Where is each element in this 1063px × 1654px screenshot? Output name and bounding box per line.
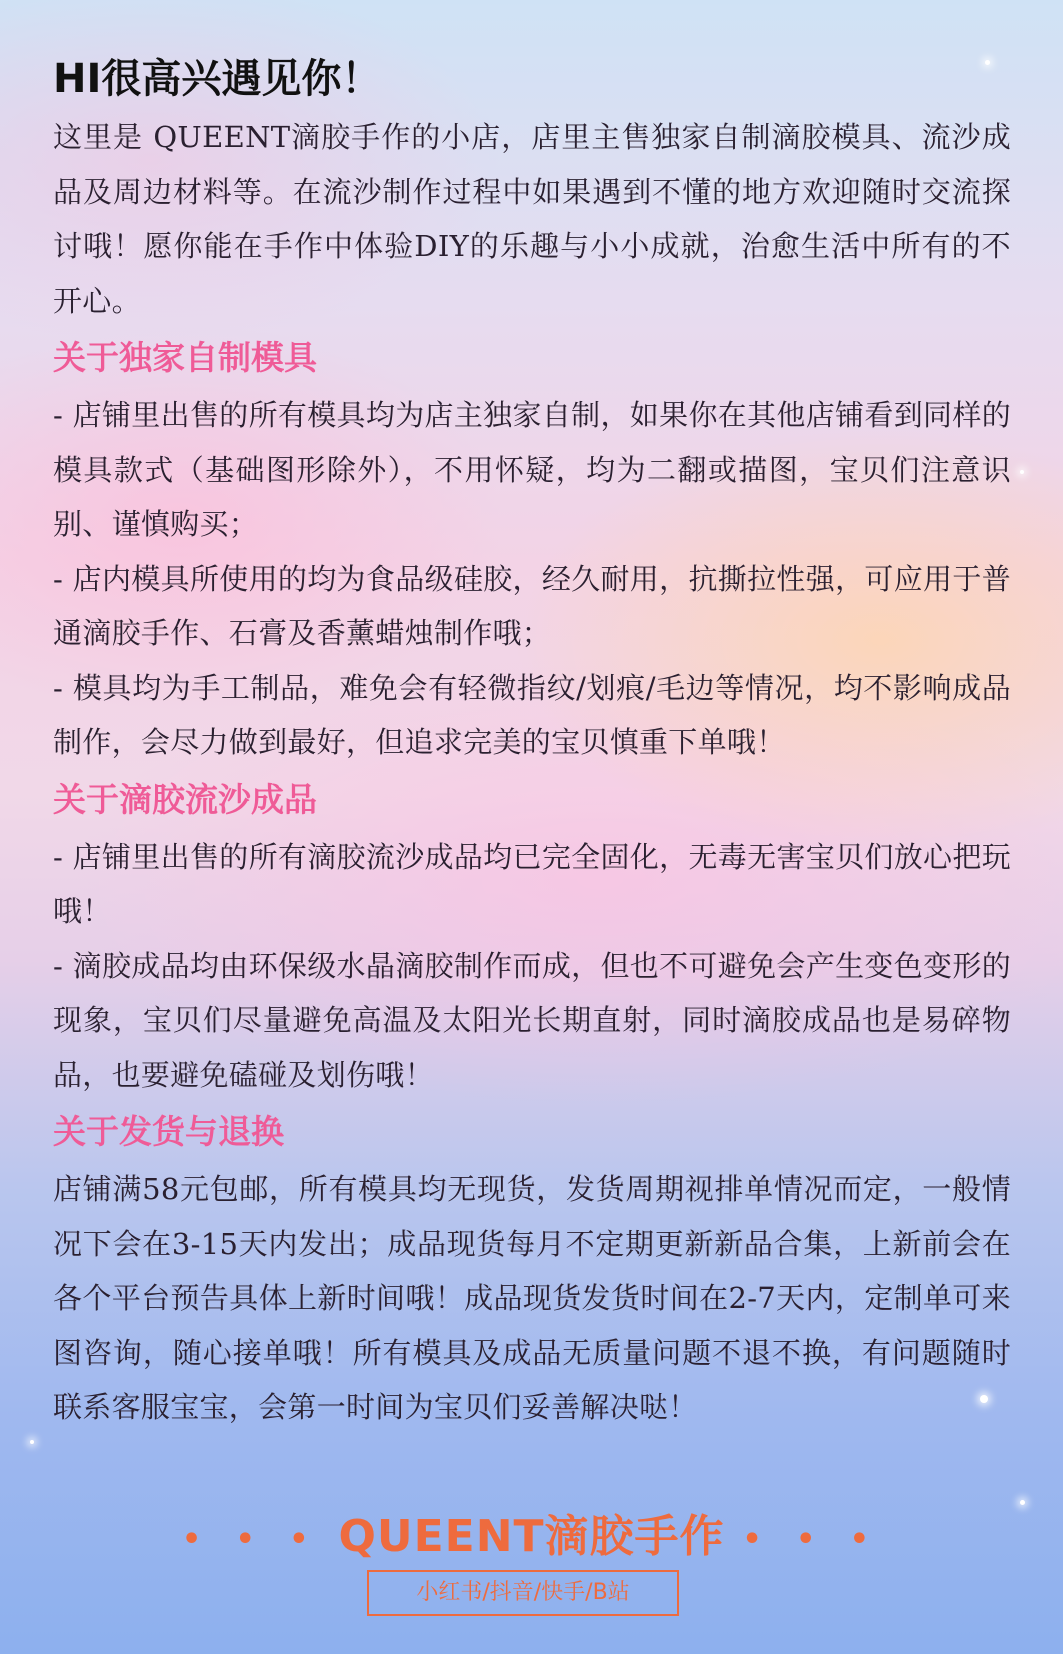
sparkle-decoration (30, 1440, 34, 1444)
section-item: 店铺满58元包邮，所有模具均无现货，发货周期视排单情况而定，一般情况下会在3-15天内发出；成品现货每月不定期更新新品合集，上新前会在各个平台预告具体上新时间哦！成品现货发货时间在2-7天内，定制单可来图咨询，随心接单哦！所有模具及成品无质量问题不退不换，有问题随时联系客服宝宝，会第一时间为宝贝们妥善解决哒！ (53, 1172, 1011, 1424)
section-item: - 滴胶成品均由环保级水晶滴胶制作而成，但也不可避免会产生变色变形的现象，宝贝们尽量避免高温及太阳光长期直射，同时滴胶成品也是易碎物品，也要避免磕碰及划伤哦！ (53, 948, 1011, 1092)
section-item: - 店铺里出售的所有滴胶流沙成品均已完全固化，无毒无害宝贝们放心把玩哦！ (53, 839, 1011, 928)
brand-name: QUEENT滴胶手作 (338, 1511, 725, 1562)
section-item: - 模具均为手工制品，难免会有轻微指纹/划痕/毛边等情况，均不影响成品制作，会尽力做到最好，但追求完美的宝贝慎重下单哦！ (53, 670, 1011, 759)
intro-paragraph: 这里是 QUEENT滴胶手作的小店，店里主售独家自制滴胶模具、流沙成品及周边材料等。在流沙制作过程中如果遇到不懂的地方欢迎随时交流探讨哦！愿你能在手作中体验DIY的乐趣与小小成就，治愈生活中所有的不开心。 (53, 120, 1011, 318)
section-title: 关于独家自制模具 (53, 338, 317, 377)
dots-decoration-left: • • • (182, 1521, 321, 1557)
footer-brand (0, 1500, 1063, 1564)
main-content (53, 50, 1011, 1435)
platforms-badge: 小红书/抖音/快手/B站 (367, 1570, 679, 1616)
sparkle-decoration (1020, 470, 1024, 474)
dots-decoration-right: • • • (742, 1521, 881, 1557)
section-exclusive-molds (53, 328, 1011, 770)
greeting-heading: HI很高兴遇见你！ (53, 56, 382, 102)
section-finished-products (53, 770, 1011, 1103)
section-item: - 店内模具所使用的均为食品级硅胶，经久耐用，抗撕拉性强，可应用于普通滴胶手作、石膏及香薰蜡烛制作哦； (53, 561, 1011, 650)
section-item: - 店铺里出售的所有模具均为店主独家自制，如果你在其他店铺看到同样的模具款式（基础图形除外），不用怀疑，均为二翻或描图，宝贝们注意识别、谨慎购买； (53, 398, 1011, 541)
section-title: 关于发货与退换 (53, 1112, 284, 1151)
section-title: 关于滴胶流沙成品 (53, 779, 317, 819)
section-shipping-returns (53, 1102, 1011, 1435)
